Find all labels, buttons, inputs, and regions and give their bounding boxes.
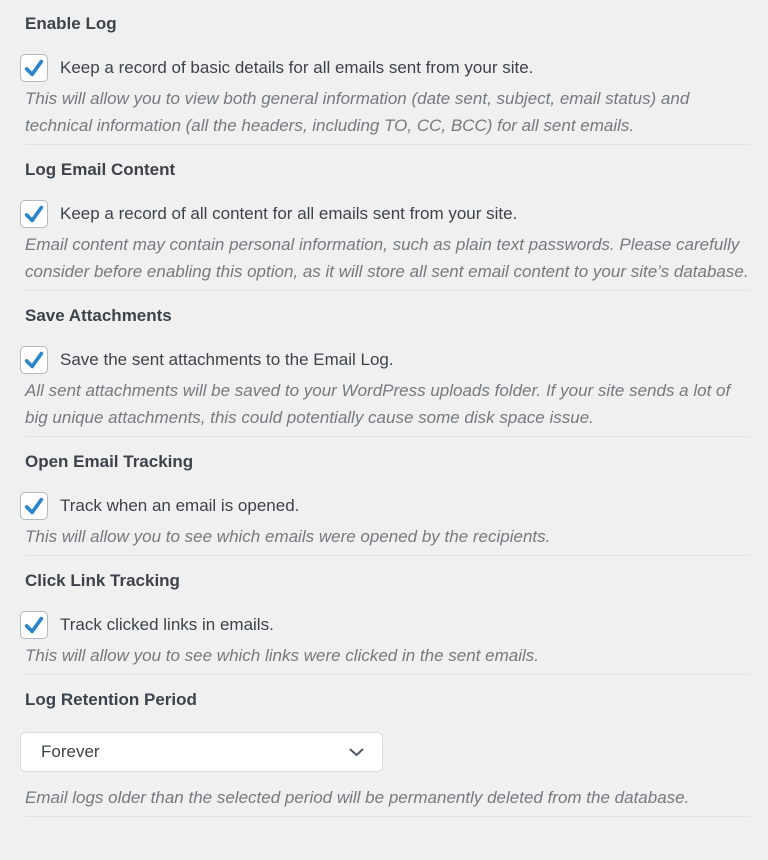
- enable-log-checkbox-row: [20, 54, 750, 82]
- section-log-retention-period: [25, 675, 750, 817]
- check-icon: [23, 495, 45, 517]
- open-email-tracking-description: This will allow you to see which emails were opened by the recipients.: [25, 527, 551, 546]
- click-link-tracking-label[interactable]: Track clicked links in emails.: [60, 615, 274, 634]
- open-email-tracking-checkbox-row: [20, 492, 750, 520]
- save-attachments-description: All sent attachments will be saved to your WordPress uploads folder. If your site sends a lot of big unique attachments, this could potentially cause some disk space issue.: [25, 381, 731, 427]
- check-icon: [23, 57, 45, 79]
- check-icon: [23, 349, 45, 371]
- log-retention-period-description: Email logs older than the selected period will be permanently deleted from the database.: [25, 788, 690, 807]
- log-email-content-label[interactable]: Keep a record of all content for all emails sent from your site.: [60, 204, 518, 223]
- save-attachments-label[interactable]: Save the sent attachments to the Email Log.: [60, 350, 394, 369]
- check-icon: [23, 614, 45, 636]
- click-link-tracking-checkbox-row: [20, 611, 750, 639]
- section-open-email-tracking: [25, 437, 750, 556]
- chevron-down-icon: [349, 748, 364, 757]
- log-email-content-description: Email content may contain personal information, such as plain text passwords. Please carefully consider before enabling this option, as it will store all sent email content to your site’s database.: [25, 235, 749, 281]
- log-email-content-checkbox-row: [20, 200, 750, 228]
- check-icon: [23, 203, 45, 225]
- section-heading: Open Email Tracking: [25, 452, 194, 471]
- open-email-tracking-label[interactable]: Track when an email is opened.: [60, 496, 300, 515]
- enable-log-description: This will allow you to view both general information (date sent, subject, email status) and technical information (all the headers, including TO, CC, BCC) for all sent emails.: [25, 89, 690, 135]
- section-heading: Click Link Tracking: [25, 571, 180, 590]
- click-link-tracking-description: This will allow you to see which links were clicked in the sent emails.: [25, 646, 539, 665]
- enable-log-label[interactable]: Keep a record of basic details for all emails sent from your site.: [60, 58, 534, 77]
- click-link-tracking-checkbox[interactable]: [20, 611, 48, 639]
- open-email-tracking-checkbox[interactable]: [20, 492, 48, 520]
- section-save-attachments: [25, 291, 750, 437]
- section-heading: Enable Log: [25, 14, 117, 33]
- save-attachments-checkbox[interactable]: [20, 346, 48, 374]
- section-click-link-tracking: [25, 556, 750, 675]
- section-enable-log: [25, 0, 750, 145]
- section-heading: Log Email Content: [25, 160, 176, 179]
- save-attachments-checkbox-row: [20, 346, 750, 374]
- log-retention-period-value: Forever: [41, 742, 100, 761]
- section-log-email-content: [25, 145, 750, 291]
- section-heading: Save Attachments: [25, 306, 172, 325]
- enable-log-checkbox[interactable]: [20, 54, 48, 82]
- section-heading: Log Retention Period: [25, 690, 197, 709]
- log-retention-period-select[interactable]: [20, 732, 383, 772]
- log-email-content-checkbox[interactable]: [20, 200, 48, 228]
